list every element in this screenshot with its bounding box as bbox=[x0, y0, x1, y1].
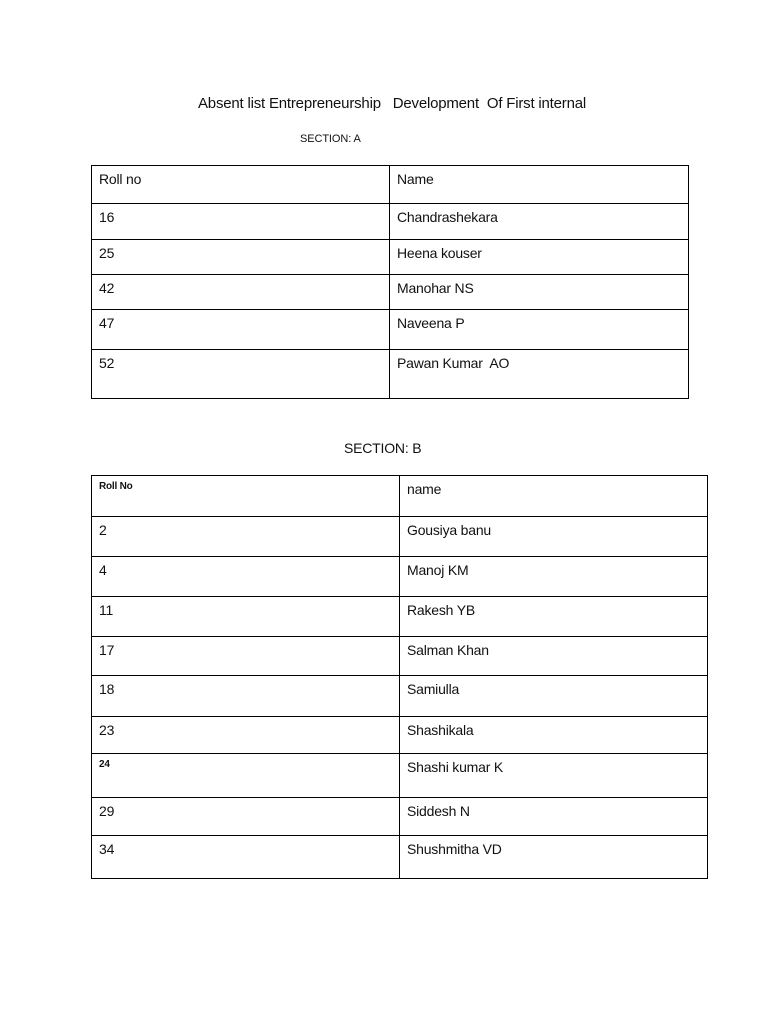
name-cell: Chandrashekara bbox=[390, 204, 689, 240]
document-title: Absent list Entrepreneurship Development Of First internal bbox=[198, 95, 586, 112]
table-row bbox=[92, 275, 689, 310]
roll-cell: 25 bbox=[92, 240, 390, 275]
roll-cell: 29 bbox=[92, 798, 400, 836]
section-a-heading: SECTION: A bbox=[300, 133, 361, 145]
roll-cell: 42 bbox=[92, 275, 390, 310]
roll-cell: 17 bbox=[92, 637, 400, 676]
roll-cell: 23 bbox=[92, 717, 400, 754]
table-header-row bbox=[92, 166, 689, 204]
name-cell: Manohar NS bbox=[390, 275, 689, 310]
name-cell: Heena kouser bbox=[390, 240, 689, 275]
name-cell: Shashikala bbox=[400, 717, 708, 754]
table-row bbox=[92, 557, 708, 597]
name-column-header: Name bbox=[390, 166, 689, 204]
roll-cell: 24 bbox=[92, 754, 400, 798]
table-row bbox=[92, 637, 708, 676]
table-row bbox=[92, 517, 708, 557]
roll-cell: 18 bbox=[92, 676, 400, 717]
name-cell: Samiulla bbox=[400, 676, 708, 717]
roll-cell: 4 bbox=[92, 557, 400, 597]
table-row bbox=[92, 350, 689, 399]
table-row bbox=[92, 597, 708, 637]
roll-cell: 11 bbox=[92, 597, 400, 637]
table-row bbox=[92, 204, 689, 240]
table-row bbox=[92, 754, 708, 798]
table-row bbox=[92, 836, 708, 879]
name-cell: Manoj KM bbox=[400, 557, 708, 597]
name-cell: Rakesh YB bbox=[400, 597, 708, 637]
name-cell: Shashi kumar K bbox=[400, 754, 708, 798]
roll-column-header: Roll No bbox=[92, 476, 400, 517]
name-cell: Gousiya banu bbox=[400, 517, 708, 557]
section-b-heading: SECTION: B bbox=[344, 440, 422, 456]
table-row bbox=[92, 798, 708, 836]
table-row bbox=[92, 717, 708, 754]
section-a-table bbox=[91, 165, 689, 399]
name-cell: Pawan Kumar AO bbox=[390, 350, 689, 399]
name-column-header: name bbox=[400, 476, 708, 517]
table-row bbox=[92, 240, 689, 275]
roll-column-header: Roll no bbox=[92, 166, 390, 204]
name-cell: Siddesh N bbox=[400, 798, 708, 836]
roll-cell: 2 bbox=[92, 517, 400, 557]
name-cell: Shushmitha VD bbox=[400, 836, 708, 879]
section-b-table bbox=[91, 475, 708, 879]
name-cell: Salman Khan bbox=[400, 637, 708, 676]
name-cell: Naveena P bbox=[390, 310, 689, 350]
table-row bbox=[92, 310, 689, 350]
roll-cell: 34 bbox=[92, 836, 400, 879]
table-header-row bbox=[92, 476, 708, 517]
roll-cell: 47 bbox=[92, 310, 390, 350]
table-row bbox=[92, 676, 708, 717]
roll-cell: 52 bbox=[92, 350, 390, 399]
roll-cell: 16 bbox=[92, 204, 390, 240]
